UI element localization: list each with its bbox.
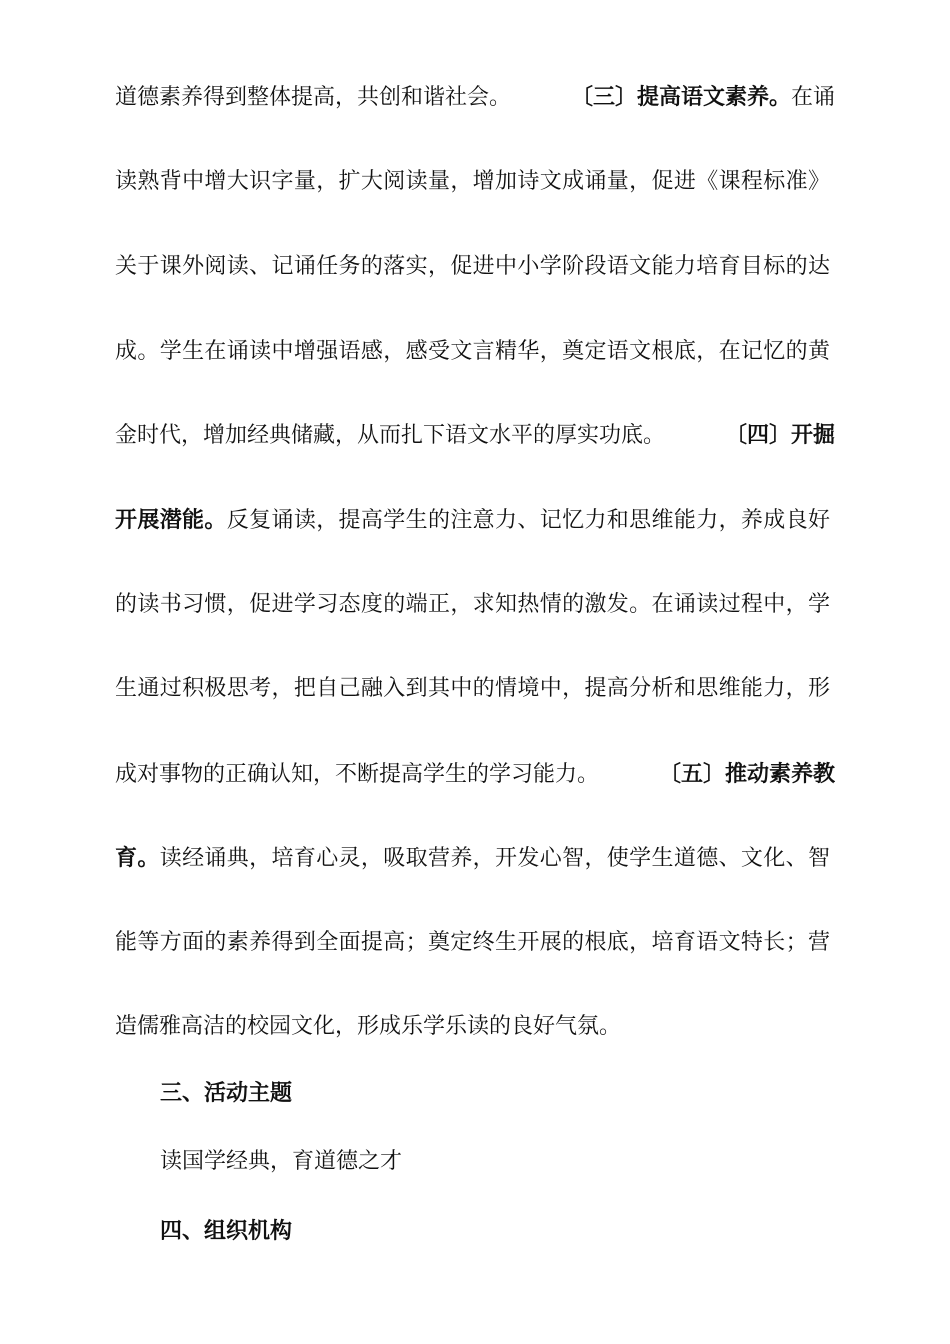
text-run: 反复诵读，提高学生的注意力、记忆力和思维能力，养成良好	[226, 508, 830, 533]
subheading-four-cont: 开展潜能。	[115, 507, 227, 533]
subheading-three: 〔三〕提高语文素养。	[571, 84, 792, 110]
subheading-five: 〔五〕推动素养教	[659, 761, 836, 787]
paragraph-line-1	[115, 82, 836, 112]
subheading-four: 〔四〕开掘	[725, 422, 836, 448]
text-run: 成对事物的正确认知，不断提高学生的学习能力。	[115, 762, 600, 787]
text-run: 道德素养得到整体提高，共创和谐社会。	[115, 85, 512, 110]
paragraph-line-2: 读熟背中增大识字量，扩大阅读量，增加诗文成诵量，促进《课程标准》	[115, 169, 830, 194]
paragraph-line-7: 的读书习惯，促进学习态度的端正，求知热情的激发。在诵读过程中，学	[115, 592, 830, 617]
paragraph-line-5	[115, 420, 836, 450]
paragraph-line-12: 造儒雅高洁的校园文化，形成乐学乐读的良好气氛。	[115, 1014, 622, 1039]
text-run: 读经诵典，培育心灵，吸取营养，开发心智，使学生道德、文化、智	[159, 846, 830, 871]
section-three-heading: 三、活动主题	[160, 1080, 293, 1106]
paragraph-line-6	[115, 505, 830, 535]
text-run: 金时代，增加经典储藏，从而扎下语文水平的厚实功底。	[115, 423, 666, 448]
text-run: 在诵	[791, 85, 836, 110]
paragraph-line-4: 成。学生在诵读中增强语感，感受文言精华，奠定语文根底，在记忆的黄	[115, 339, 830, 364]
section-four-heading: 四、组织机构	[160, 1218, 293, 1244]
paragraph-line-8: 生通过积极思考，把自己融入到其中的情境中，提高分析和思维能力，形	[115, 676, 830, 701]
paragraph-line-10	[115, 843, 830, 873]
subheading-five-cont: 育。	[115, 845, 160, 871]
paragraph-line-3: 关于课外阅读、记诵任务的落实，促进中小学阶段语文能力培育目标的达	[115, 254, 830, 279]
section-three-content: 读国学经典，育道德之才	[160, 1149, 403, 1174]
paragraph-line-9	[115, 759, 836, 789]
paragraph-line-11: 能等方面的素养得到全面提高；奠定终生开展的根底，培育语文特长；营	[115, 930, 830, 955]
